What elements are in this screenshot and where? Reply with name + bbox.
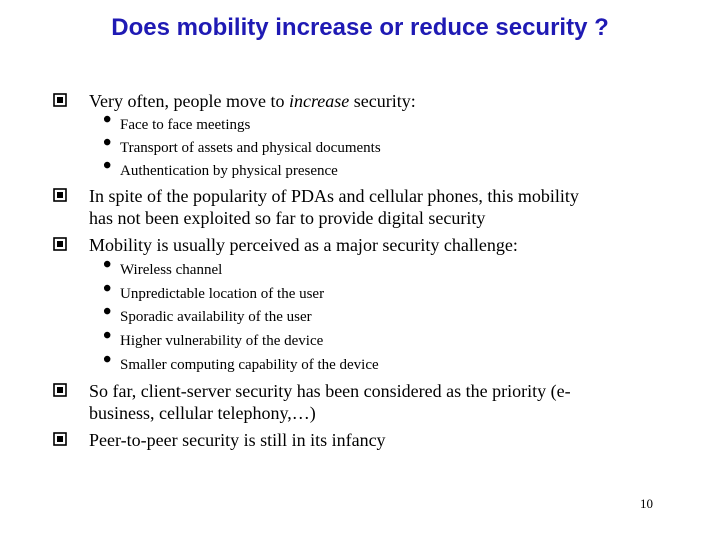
sub-bullet-3-4	[103, 323, 324, 350]
sub-bullet-label: Higher vulnerability of the device	[120, 333, 324, 349]
page-number: 10	[640, 496, 653, 511]
sub-bullet-label: Wireless channel	[120, 262, 223, 278]
square-bullet-icon	[53, 432, 67, 446]
bullet-4	[89, 380, 689, 424]
bullet-5-text: Peer-to-peer security is still in its infancy	[89, 430, 386, 450]
dot-bullet-icon: •	[103, 153, 112, 179]
bullet-2-line-2: has not been exploited so far to provide digital security	[89, 208, 486, 228]
square-bullet-icon	[53, 237, 67, 251]
bullet-5	[89, 429, 689, 451]
sub-bullet-1-1	[103, 107, 251, 134]
sub-bullet-1-3	[103, 153, 338, 180]
dot-bullet-icon: •	[103, 107, 112, 133]
bullet-3-text: Mobility is usually perceived as a major security challenge:	[89, 235, 518, 255]
sub-bullet-3-5	[103, 347, 379, 374]
square-bullet-icon	[53, 383, 67, 397]
bullet-2-line-1: In spite of the popularity of PDAs and cellular phones, this mobility	[89, 186, 579, 206]
square-bullet-icon	[53, 188, 67, 202]
bullet-1	[89, 90, 689, 112]
sub-bullet-label: Sporadic availability of the user	[120, 309, 312, 325]
bullet-1-prefix: Very often, people move to	[89, 91, 289, 111]
sub-bullet-label: Smaller computing capability of the device	[120, 357, 379, 373]
sub-bullet-3-3	[103, 299, 312, 326]
bullet-1-suffix: security:	[349, 91, 416, 111]
sub-bullet-3-1	[103, 252, 223, 279]
square-bullet-icon	[53, 93, 67, 107]
sub-bullet-label: Unpredictable location of the user	[120, 286, 325, 302]
bullet-3	[89, 234, 689, 256]
dot-bullet-icon: •	[103, 252, 112, 278]
sub-bullet-label: Authentication by physical presence	[120, 163, 338, 179]
bullet-4-line-1: So far, client-server security has been considered as the priority (e-	[89, 381, 571, 401]
slide-title: Does mobility increase or reduce security ?	[111, 14, 609, 41]
bullet-1-emphasis: increase	[288, 91, 350, 111]
dot-bullet-icon: •	[103, 276, 112, 302]
bullet-2	[89, 185, 689, 229]
dot-bullet-icon: •	[103, 130, 112, 156]
sub-bullet-label: Face to face meetings	[120, 117, 251, 133]
dot-bullet-icon: •	[103, 323, 112, 349]
dot-bullet-icon: •	[103, 347, 112, 373]
bullet-4-line-2: business, cellular telephony,…)	[89, 403, 316, 423]
sub-bullet-3-2	[103, 276, 325, 303]
sub-bullet-1-2	[103, 130, 381, 157]
dot-bullet-icon: •	[103, 299, 112, 325]
sub-bullet-label: Transport of assets and physical documents	[120, 140, 381, 156]
